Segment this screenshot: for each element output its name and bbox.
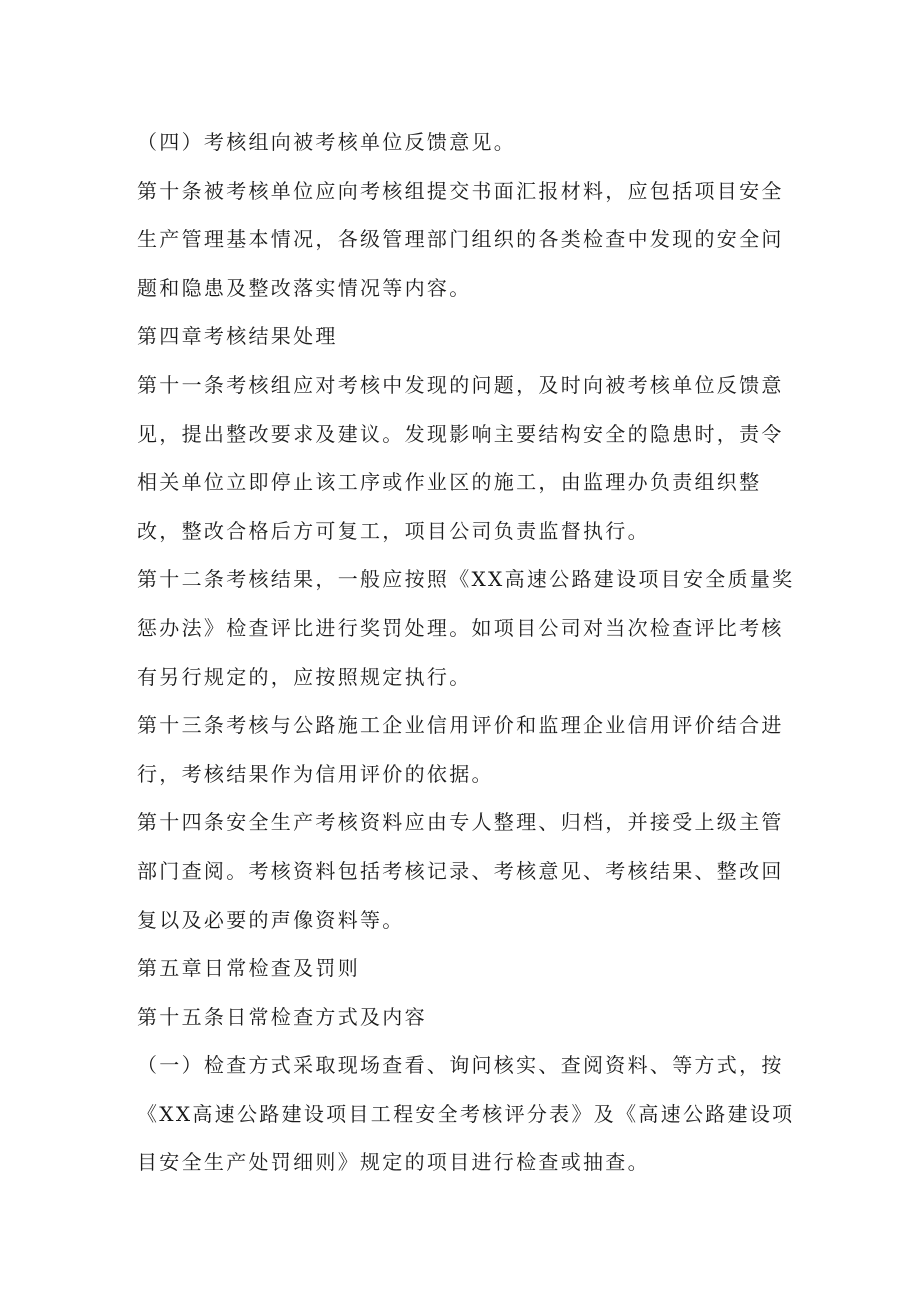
article-15-item-1: （一）检查方式采取现场查看、询问核实、查阅资料、等方式，按《XX高速公路建设项目工程安全考核评分表》及《高速公路建设项目安全生产处罚细则》规定的项目进行检查或抽查。 [137,1053,795,1175]
article-10: 第十条被考核单位应向考核组提交书面汇报材料，应包括项目安全生产管理基本情况，各级管理部门组织的各类检查中发现的安全问题和隐患及整改落实情况等内容。 [137,178,784,300]
article-15-heading: 第十五条日常检查方式及内容 [137,1004,427,1029]
article-14: 第十四条安全生产考核资料应由专人整理、归档，并接受上级主管部门查阅。考核资料包括考核记录、考核意见、考核结果、整改回复以及必要的声像资料等。 [137,810,784,932]
article-11: 第十一条考核组应对考核中发现的问题，及时向被考核单位反馈意见，提出整改要求及建议。发现影响主要结构安全的隐患时，责令相关单位立即停止该工序或作业区的施工，由监理办负责组织整改，整改合格后方可复工，项目公司负责监督执行。 [137,372,784,543]
document-body [137,118,797,1187]
article-13: 第十三条考核与公路施工企业信用评价和监理企业信用评价结合进行，考核结果作为信用评价的依据。 [137,713,784,786]
chapter-4-heading: 第四章考核结果处理 [137,324,338,349]
article-12: 第十二条考核结果，一般应按照《XX高速公路建设项目安全质量奖惩办法》检查评比进行奖罚处理。如项目公司对当次检查评比考核有另行规定的，应按照规定执行。 [137,567,795,689]
chapter-5-heading: 第五章日常检查及罚则 [137,956,360,981]
paragraph-feedback: （四）考核组向被考核单位反馈意见。 [137,130,517,154]
